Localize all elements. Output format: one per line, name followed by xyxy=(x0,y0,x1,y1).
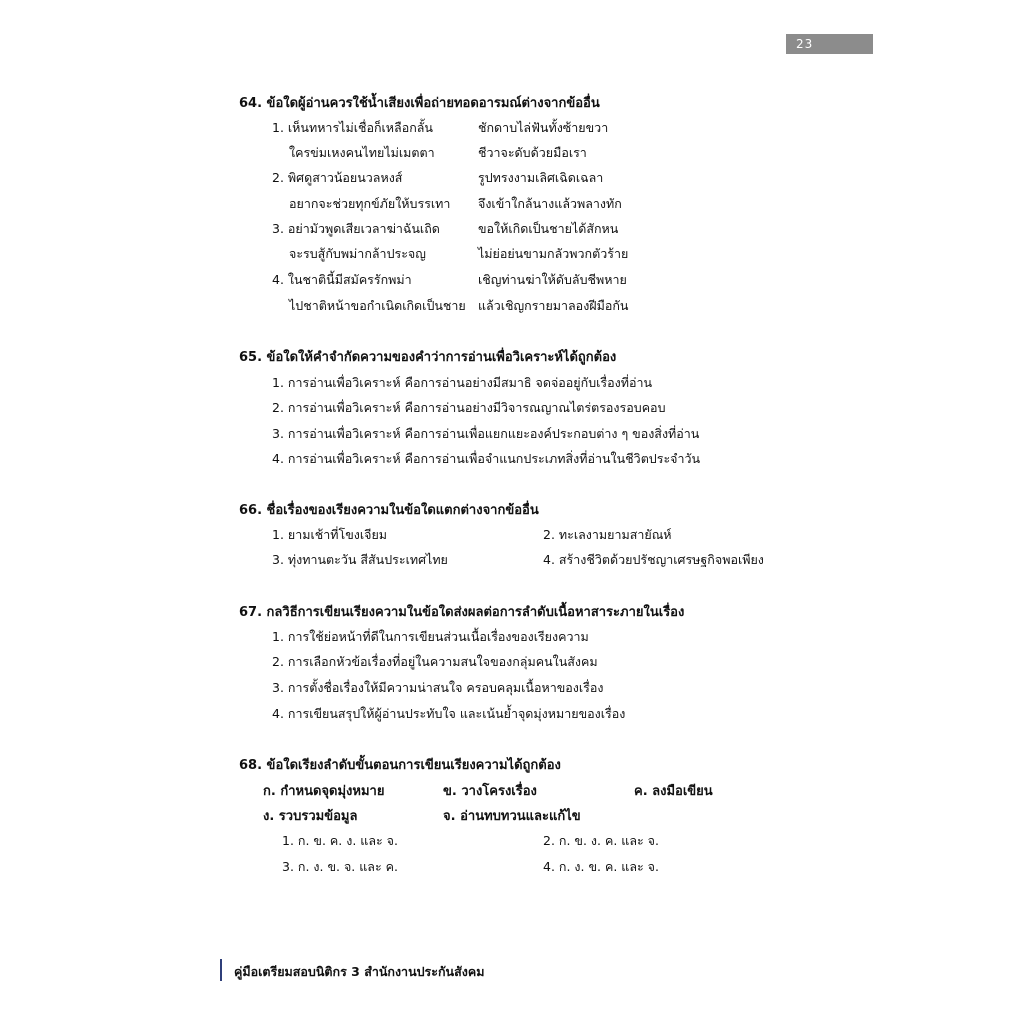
question-64: 64. ข้อใดผู้อ่านควรใช้น้ำเสียงเพื่อถ่ายทอดอารมณ์ต่างจากข้ออื่น xyxy=(239,96,600,111)
q64-option-4-line2-right: แล้วเชิญกรายมาลองฝีมือกัน xyxy=(478,298,629,313)
q66-option-4: 4. สร้างชีวิตด้วยปรัชญาเศรษฐกิจพอเพียง xyxy=(543,552,764,567)
question-66: 66. ชื่อเรื่องของเรียงความในข้อใดแตกต่างจากข้ออื่น xyxy=(239,503,539,518)
question-65: 65. ข้อใดให้คำจำกัดความของคำว่าการอ่านเพื่อวิเคราะห์ได้ถูกต้อง xyxy=(239,350,617,365)
q65-option-4: 4. การอ่านเพื่อวิเคราะห์ คือการอ่านเพื่อจำแนกประเภทสิ่งที่อ่านในชีวิตประจำวัน xyxy=(272,451,701,466)
q64-option-2-line2-left: อยากจะช่วยทุกข์ภัยให้บรรเทา xyxy=(289,196,451,211)
q64-option-2-line1-left: 2. พิศดูสาวน้อยนวลหงส์ xyxy=(272,170,403,185)
q68-step-ngo: ง. รวบรวมข้อมูล xyxy=(263,809,358,824)
question-67: 67. กลวิธีการเขียนเรียงความในข้อใดส่งผลต่อการลำดับเนื้อหาสาระภายในเรื่อง xyxy=(239,605,685,620)
footer-accent-bar xyxy=(220,959,222,981)
q64-option-4-line2-left: ไปชาติหน้าขอกำเนิดเกิดเป็นชาย xyxy=(289,298,466,313)
q65-option-1: 1. การอ่านเพื่อวิเคราะห์ คือการอ่านอย่างมีสมาธิ จดจ่ออยู่กับเรื่องที่อ่าน xyxy=(272,375,653,390)
q68-option-3: 3. ก. ง. ข. จ. และ ค. xyxy=(282,859,398,874)
q68-step-kho: ข. วางโครงเรื่อง xyxy=(443,784,537,799)
q68-option-1: 1. ก. ข. ค. ง. และ จ. xyxy=(282,833,398,848)
q68-step-kho-khwai: ค. ลงมือเขียน xyxy=(634,784,713,799)
q65-option-2: 2. การอ่านเพื่อวิเคราะห์ คือการอ่านอย่างมีวิจารณญาณไตร่ตรองรอบคอบ xyxy=(272,400,666,415)
q64-option-2-line2-right: จึงเข้าใกล้นางแล้วพลางทัก xyxy=(478,196,622,211)
q64-option-3-line1-right: ขอให้เกิดเป็นชายได้สักหน xyxy=(478,221,619,236)
q64-option-2-line1-right: รูปทรงงามเลิศเฉิดเฉลา xyxy=(478,170,604,185)
q68-option-2: 2. ก. ข. ง. ค. และ จ. xyxy=(543,833,659,848)
q65-option-3: 3. การอ่านเพื่อวิเคราะห์ คือการอ่านเพื่อแยกแยะองค์ประกอบต่าง ๆ ของสิ่งที่อ่าน xyxy=(272,426,700,441)
q68-step-ko: ก. กำหนดจุดมุ่งหมาย xyxy=(263,784,385,799)
q67-option-4: 4. การเขียนสรุปให้ผู้อ่านประทับใจ และเน้นย้ำจุดมุ่งหมายของเรื่อง xyxy=(272,706,626,721)
q67-option-1: 1. การใช้ย่อหน้าที่ดีในการเขียนส่วนเนื้อเรื่องของเรียงความ xyxy=(272,629,589,644)
q66-option-3: 3. ทุ่งทานตะวัน สีสันประเทศไทย xyxy=(272,552,448,567)
q64-option-1-line1-left: 1. เห็นทหารไม่เชื่อก็เหลือกลั้น xyxy=(272,120,433,135)
q64-option-3-line1-left: 3. อย่ามัวพูดเสียเวลาฆ่าฉันเถิด xyxy=(272,221,440,236)
q67-option-2: 2. การเลือกหัวข้อเรื่องที่อยู่ในความสนใจของกลุ่มคนในสังคม xyxy=(272,654,598,669)
q68-option-4: 4. ก. ง. ข. ค. และ จ. xyxy=(543,859,659,874)
q66-option-1: 1. ยามเช้าที่โขงเจียม xyxy=(272,527,388,542)
question-68: 68. ข้อใดเรียงลำดับขั้นตอนการเขียนเรียงความได้ถูกต้อง xyxy=(239,758,561,773)
q68-step-cho: จ. อ่านทบทวนและแก้ไข xyxy=(443,809,581,824)
q64-option-4-line1-left: 4. ในชาตินี้มีสมัครรักพม่า xyxy=(272,272,412,287)
q64-option-3-line2-right: ไม่ย่อย่นขามกลัวพวกตัวร้าย xyxy=(478,246,629,261)
q67-option-3: 3. การตั้งชื่อเรื่องให้มีความน่าสนใจ ครอบคลุมเนื้อหาของเรื่อง xyxy=(272,680,604,695)
q66-option-2: 2. ทะเลงามยามสายัณห์ xyxy=(543,527,672,542)
q64-option-4-line1-right: เชิญท่านฆ่าให้ดับลับชีพหาย xyxy=(478,272,627,287)
q64-option-1-line2-right: ชีวาจะดับด้วยมือเรา xyxy=(478,145,587,160)
q64-option-3-line2-left: จะรบสู้กับพม่ากล้าประจญ xyxy=(289,246,426,261)
footer-title: คู่มือเตรียมสอบนิติกร 3 สำนักงานประกันสังคม xyxy=(234,964,485,979)
q64-option-1-line2-left: ใครข่มเหงคนไทยไม่เมตตา xyxy=(289,145,435,160)
page-number: 23 xyxy=(786,34,873,54)
q64-option-1-line1-right: ชักดาบไล่ฟันทั้งซ้ายขวา xyxy=(478,120,609,135)
